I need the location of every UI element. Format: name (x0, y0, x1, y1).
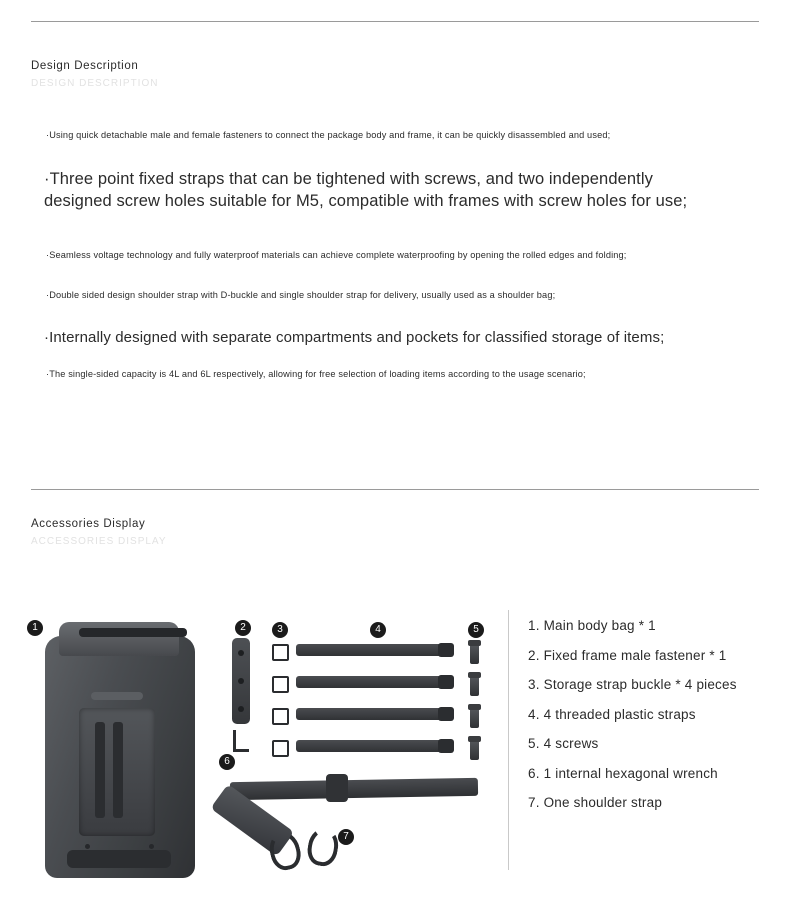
fastener-hole-3 (238, 706, 244, 712)
strap-end-3 (438, 707, 454, 721)
strap-end-1 (438, 643, 454, 657)
callout-2: 2 (235, 620, 251, 636)
accessories-display-watermark: ACCESSORIES DISPLAY (31, 536, 167, 547)
accessories-illustration (0, 600, 790, 900)
fixed-frame-male-fastener-image (232, 638, 250, 724)
design-bullet-5: ·Internally designed with separate compartments and pockets for classified storage of items; (44, 329, 665, 346)
design-bullet-2: ·Three point fixed straps that can be tightened with screws, and two independently designed screw holes suitable for M5, compatible with frames with screw holes for use; (44, 170, 688, 211)
middle-divider (31, 489, 759, 490)
fastener-hole-2 (238, 678, 244, 684)
design-bullet-1: ·Using quick detachable male and female fasteners to connect the package body and frame, it can be quickly disassembled and used; (46, 130, 611, 140)
storage-strap-buckle-4 (272, 740, 289, 757)
parts-list-item: 2. Fixed frame male fastener * 1 (528, 647, 727, 663)
screw-head-3 (468, 704, 481, 710)
callout-6: 6 (219, 754, 235, 770)
fastener-hole-1 (238, 650, 244, 656)
shoulder-strap-adjuster (326, 774, 348, 802)
shoulder-strap-band (230, 778, 478, 800)
screw-4 (470, 740, 479, 760)
parts-list-item: 1. Main body bag * 1 (528, 618, 656, 633)
screw-1 (470, 644, 479, 664)
parts-list-item: 5. 4 screws (528, 736, 599, 751)
design-bullet-4: ·Double sided design shoulder strap with D-buckle and single shoulder strap for delivery, usually used as a shoulder bag; (46, 290, 556, 300)
threaded-plastic-strap-1 (296, 644, 450, 656)
callout-5: 5 (468, 622, 484, 638)
strap-end-2 (438, 675, 454, 689)
callout-7: 7 (338, 829, 354, 845)
parts-list-item: 6. 1 internal hexagonal wrench (528, 765, 718, 781)
panel-slot-left (95, 722, 105, 818)
storage-strap-buckle-3 (272, 708, 289, 725)
threaded-plastic-strap-4 (296, 740, 450, 752)
bag-base-shape (67, 850, 171, 868)
accessories-display-heading: Accessories Display (31, 518, 146, 530)
screw-2 (470, 676, 479, 696)
shoulder-strap-hook-right (305, 826, 341, 869)
storage-strap-buckle-2 (272, 676, 289, 693)
callout-3: 3 (272, 622, 288, 638)
parts-list-item: 7. One shoulder strap (528, 795, 663, 810)
design-bullet-6: ·The single-sided capacity is 4L and 6L respectively, allowing for free selection of loading items according to the usage scenario; (46, 369, 586, 379)
bag-rivet-1 (85, 844, 90, 849)
shoulder-strap-image (228, 770, 483, 880)
screw-head-1 (468, 640, 481, 646)
parts-list-item: 4. 4 threaded plastic straps (528, 706, 696, 722)
bag-mount-panel (79, 708, 155, 836)
bag-rivet-2 (149, 844, 154, 849)
screw-head-2 (468, 672, 481, 678)
top-divider (31, 21, 759, 22)
screw-3 (470, 708, 479, 728)
storage-strap-buckle-1 (272, 644, 289, 661)
accessories-parts-list (528, 618, 778, 825)
panel-slot-right (113, 722, 123, 818)
threaded-plastic-strap-2 (296, 676, 450, 688)
design-description-watermark: DESIGN DESCRIPTION (31, 78, 159, 89)
bag-top-shape (59, 622, 179, 656)
screw-head-4 (468, 736, 481, 742)
design-description-heading: Design Description (31, 60, 139, 72)
parts-list-item: 3. Storage strap buckle * 4 pieces (528, 677, 737, 692)
bag-handle-shape (91, 692, 143, 700)
bag-roll-top-strip (79, 628, 187, 637)
threaded-plastic-strap-3 (296, 708, 450, 720)
main-body-bag-image (45, 622, 195, 878)
hex-wrench-short-arm (233, 749, 249, 752)
callout-4: 4 (370, 622, 386, 638)
design-bullet-3: ·Seamless voltage technology and fully waterproof materials can achieve complete waterproofing by opening the rolled edges and folding; (46, 250, 627, 260)
callout-1: 1 (27, 620, 43, 636)
list-separator (508, 610, 509, 870)
strap-end-4 (438, 739, 454, 753)
